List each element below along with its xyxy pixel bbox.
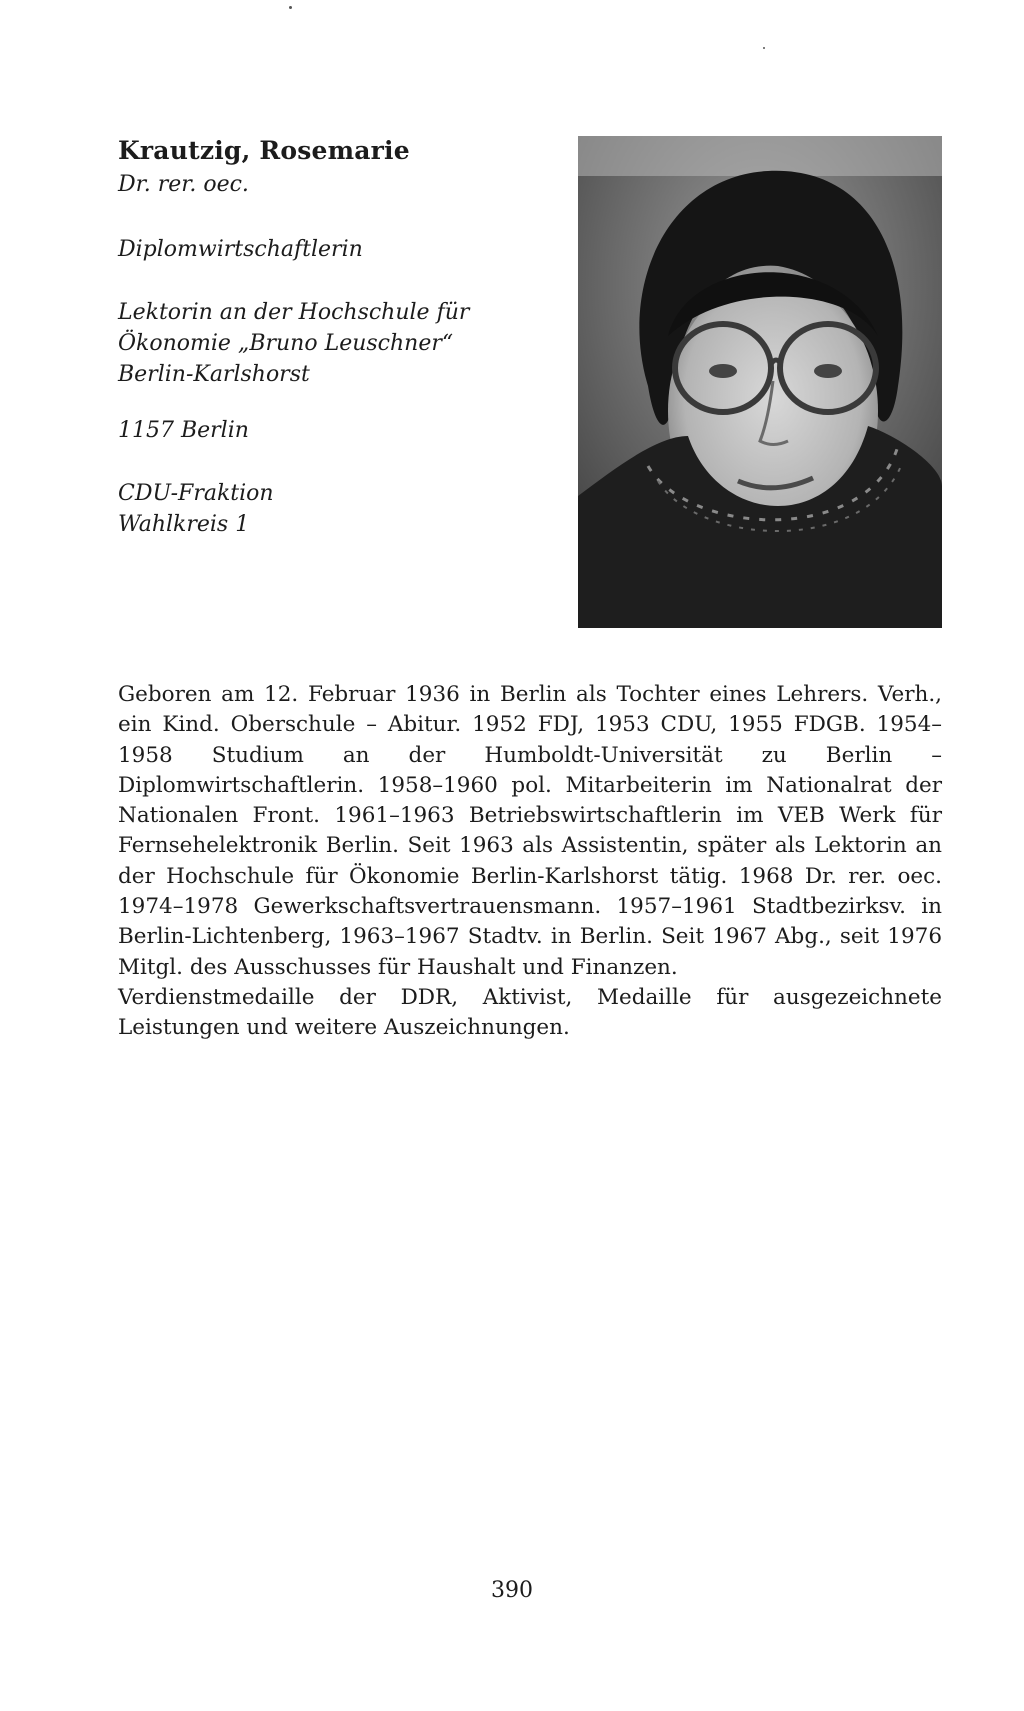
workplace-line: Ökonomie „Bruno Leuschner“ [118, 331, 454, 356]
portrait-image [578, 136, 942, 628]
workplace-line: Lektorin an der Hochschule für [118, 300, 470, 325]
biography-paragraph: Geboren am 12. Februar 1936 in Berlin als Tochter eines Lehrers. Verh., ein Kind. Oberschule – Abitur. 1952 FDJ, 1953 CDU, 1955 FDGB. 1954–1958 Studium an der Humboldt-Universität zu Berlin – Diplomwirtschaftlerin. 1958–1960 pol. Mitarbeiterin im Nationalrat der Nationalen Front. 1961–1963 Betriebswirtschaftlerin im VEB Werk für Fernsehelektronik Berlin. Seit 1963 als Assistentin, später als Lektorin an der Hochschule für Ökonomie Berlin-Karlshorst tätig. 1968 Dr. rer. oec. 1974–1978 Gewerkschaftsvertrauensmann. 1957–1961 Stadtbezirksv. in Berlin-Lichtenberg, 1963–1967 Stadtv. in Berlin. Seit 1967 Abg., seit 1976 Mitgl. des Ausschusses für Haushalt und Finanzen. [118, 682, 942, 980]
person-name: Krautzig, Rosemarie [118, 136, 410, 165]
constituency: Wahlkreis 1 [118, 512, 250, 537]
academic-title: Dr. rer. oec. [118, 172, 249, 197]
faction: CDU-Fraktion [118, 481, 274, 506]
page-number: 390 [491, 1578, 533, 1603]
portrait-photo [578, 136, 942, 628]
faction-block [118, 478, 548, 540]
awards-paragraph: Verdienstmedaille der DDR, Aktivist, Medaille für ausgezeichnete Leistungen und weitere Auszeichnungen. [118, 984, 942, 1041]
scan-speck [289, 6, 292, 9]
workplace-line: Berlin-Karlshorst [118, 362, 310, 387]
city-text: 1157 Berlin [118, 418, 249, 443]
scan-speck [763, 47, 765, 49]
profession [118, 234, 548, 265]
profession-text: Diplomwirtschaftlerin [118, 237, 363, 262]
city [118, 415, 548, 446]
workplace [118, 297, 548, 390]
biography [118, 680, 942, 1044]
